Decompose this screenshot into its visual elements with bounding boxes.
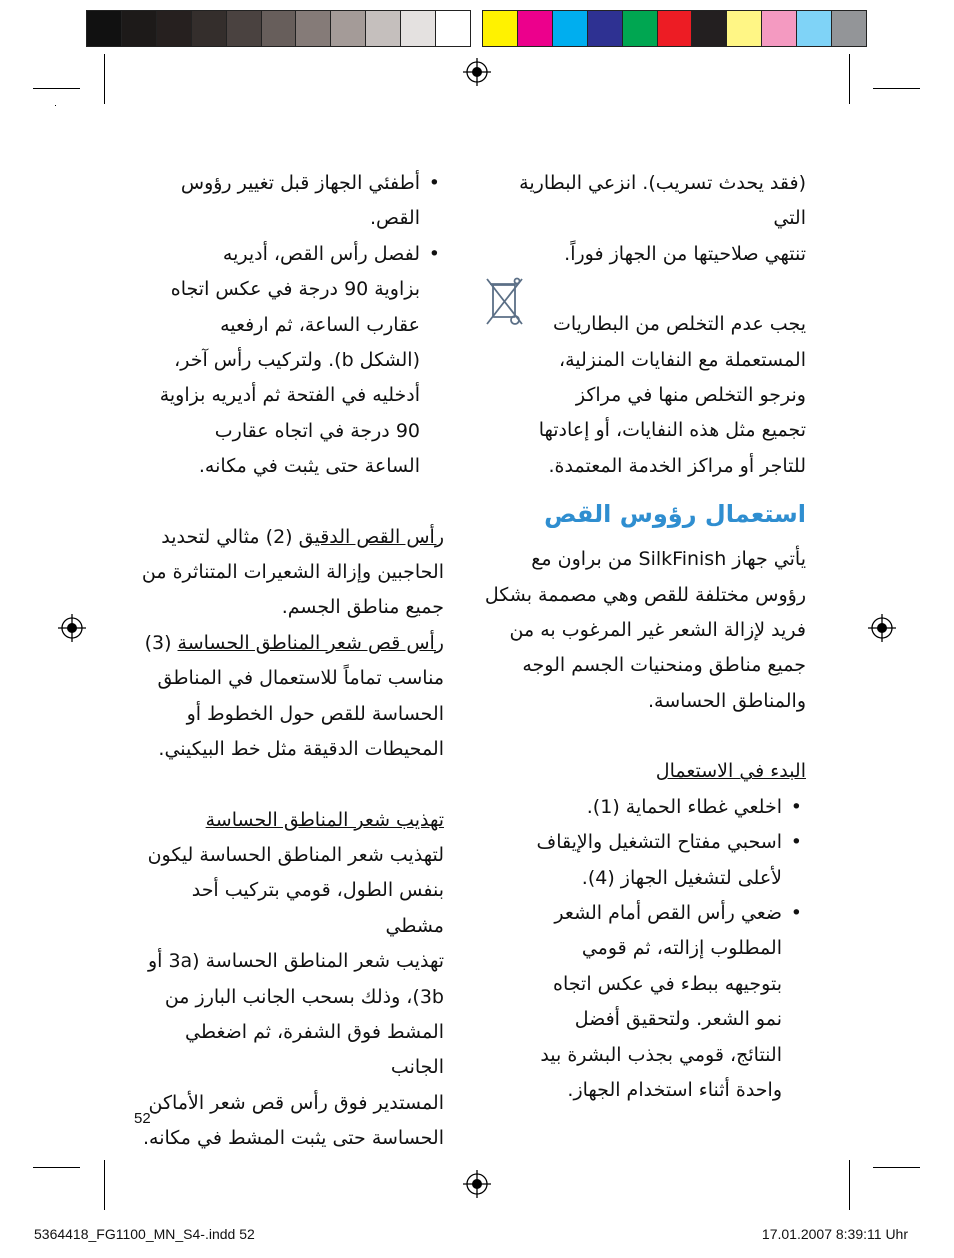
text-line: بتوجيهه ببطء في عكس اتجاه [553, 972, 782, 995]
text-line: (فقد يحدث تسريب). انزعي البطارية التي [519, 172, 806, 230]
sensitive-head-section [138, 626, 444, 768]
text-line: تهذيب شعر المناطق الحساسة (3a أو [147, 950, 444, 973]
color-swatch [191, 11, 226, 46]
text-line: لتهذيب شعر المناطق الحساسة ليكون [147, 843, 444, 866]
text-line: الحساسة حتى يثبت المشط في مكانه. [142, 1127, 444, 1150]
color-swatch [657, 11, 692, 46]
color-swatch [726, 11, 761, 46]
print-timestamp: 17.01.2007 8:39:11 Uhr [761, 1226, 908, 1242]
text-line: أدخليه في الفتحة ثم أديريه بزاوية [159, 384, 420, 407]
list-item [484, 896, 806, 1108]
grayscale-color-bar [86, 10, 471, 47]
text-line: • اسحبي مفتاح التشغيل والإيقاف [536, 831, 782, 854]
page-number: 52 [134, 1110, 151, 1127]
text-line: الحساسة للقص حول الخطوط أو [186, 702, 444, 725]
subheading-getting-started: البدء في الاستعمال [655, 760, 806, 783]
crop-mark [55, 105, 56, 106]
text-line: فريد لإزالة الشعر غير المرغوب به من [509, 619, 806, 642]
text-line: 3b)، وذلك بسحب الجانب البارز من [164, 985, 444, 1008]
text-line: (الشكل b). ولتركيب رأس آخر، [174, 349, 420, 372]
color-swatch [156, 11, 191, 46]
precision-head-title: رأس القص الدقيق [298, 525, 444, 548]
text-line: بنفس الطول، قومي بتركيب أحد مشطي [191, 879, 444, 937]
color-swatch [365, 11, 400, 46]
head-change-list [138, 166, 444, 485]
text-line: يأتي جهاز SilkFinish من براون مع [531, 548, 806, 571]
crop-mark [849, 1160, 850, 1210]
section-heading: استعمال رؤوس القص [544, 500, 806, 529]
crop-mark [33, 88, 80, 89]
process-color-bar [482, 10, 867, 47]
text-line: الساعة حتى يثبت في مكانه. [198, 455, 420, 478]
text-line: • ضعي رأس القص أمام الشعر [554, 901, 782, 924]
registration-mark-icon [463, 58, 491, 86]
color-swatch [552, 11, 587, 46]
description [484, 542, 806, 719]
color-swatch [831, 11, 866, 46]
color-swatch [400, 11, 435, 46]
text-span: (3) [144, 631, 178, 654]
registration-mark-icon [463, 1170, 491, 1198]
precision-head-section [138, 520, 444, 626]
list-item [484, 825, 806, 896]
list-item [138, 237, 444, 485]
text-line: المستدير فوق رأس قص شعر الأماكن [148, 1091, 444, 1114]
getting-started-list [484, 790, 806, 1109]
text-line: المشط فوق الشفرة، ثم اضغطي الجانب [185, 1020, 444, 1079]
text-line [138, 626, 444, 661]
color-swatch [691, 11, 726, 46]
registration-mark-icon [58, 614, 86, 642]
list-item [138, 166, 444, 237]
text-line: للتاجر أو مراكز الخدمة المعتمدة. [548, 454, 806, 477]
color-swatch [796, 11, 831, 46]
text-line: واحدة أثناء استخدام الجهاز. [567, 1078, 782, 1101]
color-swatch [587, 11, 622, 46]
text-line: عقارب الساعة، ثم ارفعيه [220, 313, 420, 336]
sensitive-head-title: رأس قص شعر المناطق الحساسة [177, 631, 444, 654]
text-line: رؤوس مختلفة للقص وهي مصممة بشكل [484, 583, 806, 606]
text-line: 90 درجة في اتجاه عقارب [214, 419, 420, 442]
text-line: تجميع مثل هذه النفايات، أو إعادتها [538, 419, 806, 442]
text-line: والمناطق الحساسة. [648, 689, 806, 712]
text-line: تنتهي صلاحيتها من الجهاز فوراً. [564, 242, 806, 265]
text-line: النتائج، قومي بجذب البشرة بيد [540, 1043, 782, 1066]
text-line: يجب عدم التخلص من البطاريات [552, 313, 806, 336]
text-line: المحيطات الدقيقة مثل خط البيكيني. [158, 738, 444, 761]
crop-mark [104, 1160, 105, 1210]
crop-mark [873, 88, 920, 89]
battery-intro [484, 166, 806, 272]
color-swatch [761, 11, 796, 46]
color-swatch [261, 11, 296, 46]
right-column [484, 166, 806, 1108]
text-line: لأعلى لتشغيل الجهاز (4). [581, 866, 782, 889]
text-line: الحاجبين وإزالة الشعيرات المتناثرة من [141, 561, 444, 584]
text-line: • لفصل رأس القص، أديريه [222, 242, 420, 265]
color-swatch [295, 11, 330, 46]
text-line: بزاوية 90 درجة في عكس اتجاه [170, 278, 420, 301]
text-line: • اخلعي غطاء الحماية (1). [586, 795, 782, 818]
text-line: القص. [370, 207, 420, 230]
text-line: مناسب تماماً للاستعمال في المناطق [157, 667, 444, 690]
file-slug: 5364418_FG1100_MN_S4-.indd 52 [34, 1226, 255, 1242]
text-line [138, 520, 444, 555]
text-line: • أطفئي الجهاز قبل تغيير رؤوس [180, 172, 420, 194]
text-line: جميع مناطق ومنحنيات الجسم الوجه [522, 654, 806, 677]
text-line: المستعملة مع النفايات المنزلية، [558, 348, 806, 371]
registration-mark-icon [868, 614, 896, 642]
left-column [138, 166, 444, 1157]
color-swatch [517, 11, 552, 46]
crop-mark [104, 54, 105, 104]
color-swatch [435, 11, 470, 46]
text-line: ونرجو التخلص منها في مراكز [575, 384, 806, 407]
color-swatch [330, 11, 365, 46]
crop-mark [33, 1167, 80, 1168]
text-line: نمو الشعر. ولتحقيق أفضل [574, 1008, 782, 1031]
crossed-out-wheelie-bin-icon [484, 276, 526, 330]
color-swatch [87, 11, 121, 46]
trimming-title: تهذيب شعر المناطق الحساسة [205, 808, 444, 831]
text-line: المطلوب إزالته، ثم قومي [581, 937, 782, 960]
color-swatch [622, 11, 657, 46]
text-line: جميع مناطق الجسم. [281, 596, 444, 619]
text-span: (2) مثالي لتحديد [161, 525, 299, 548]
disposal-notice [484, 307, 806, 484]
trimming-section [138, 803, 444, 1157]
crop-mark [849, 54, 850, 104]
color-swatch [121, 11, 156, 46]
color-swatch [483, 11, 517, 46]
crop-mark [873, 1167, 920, 1168]
list-item [484, 790, 806, 825]
color-swatch [226, 11, 261, 46]
